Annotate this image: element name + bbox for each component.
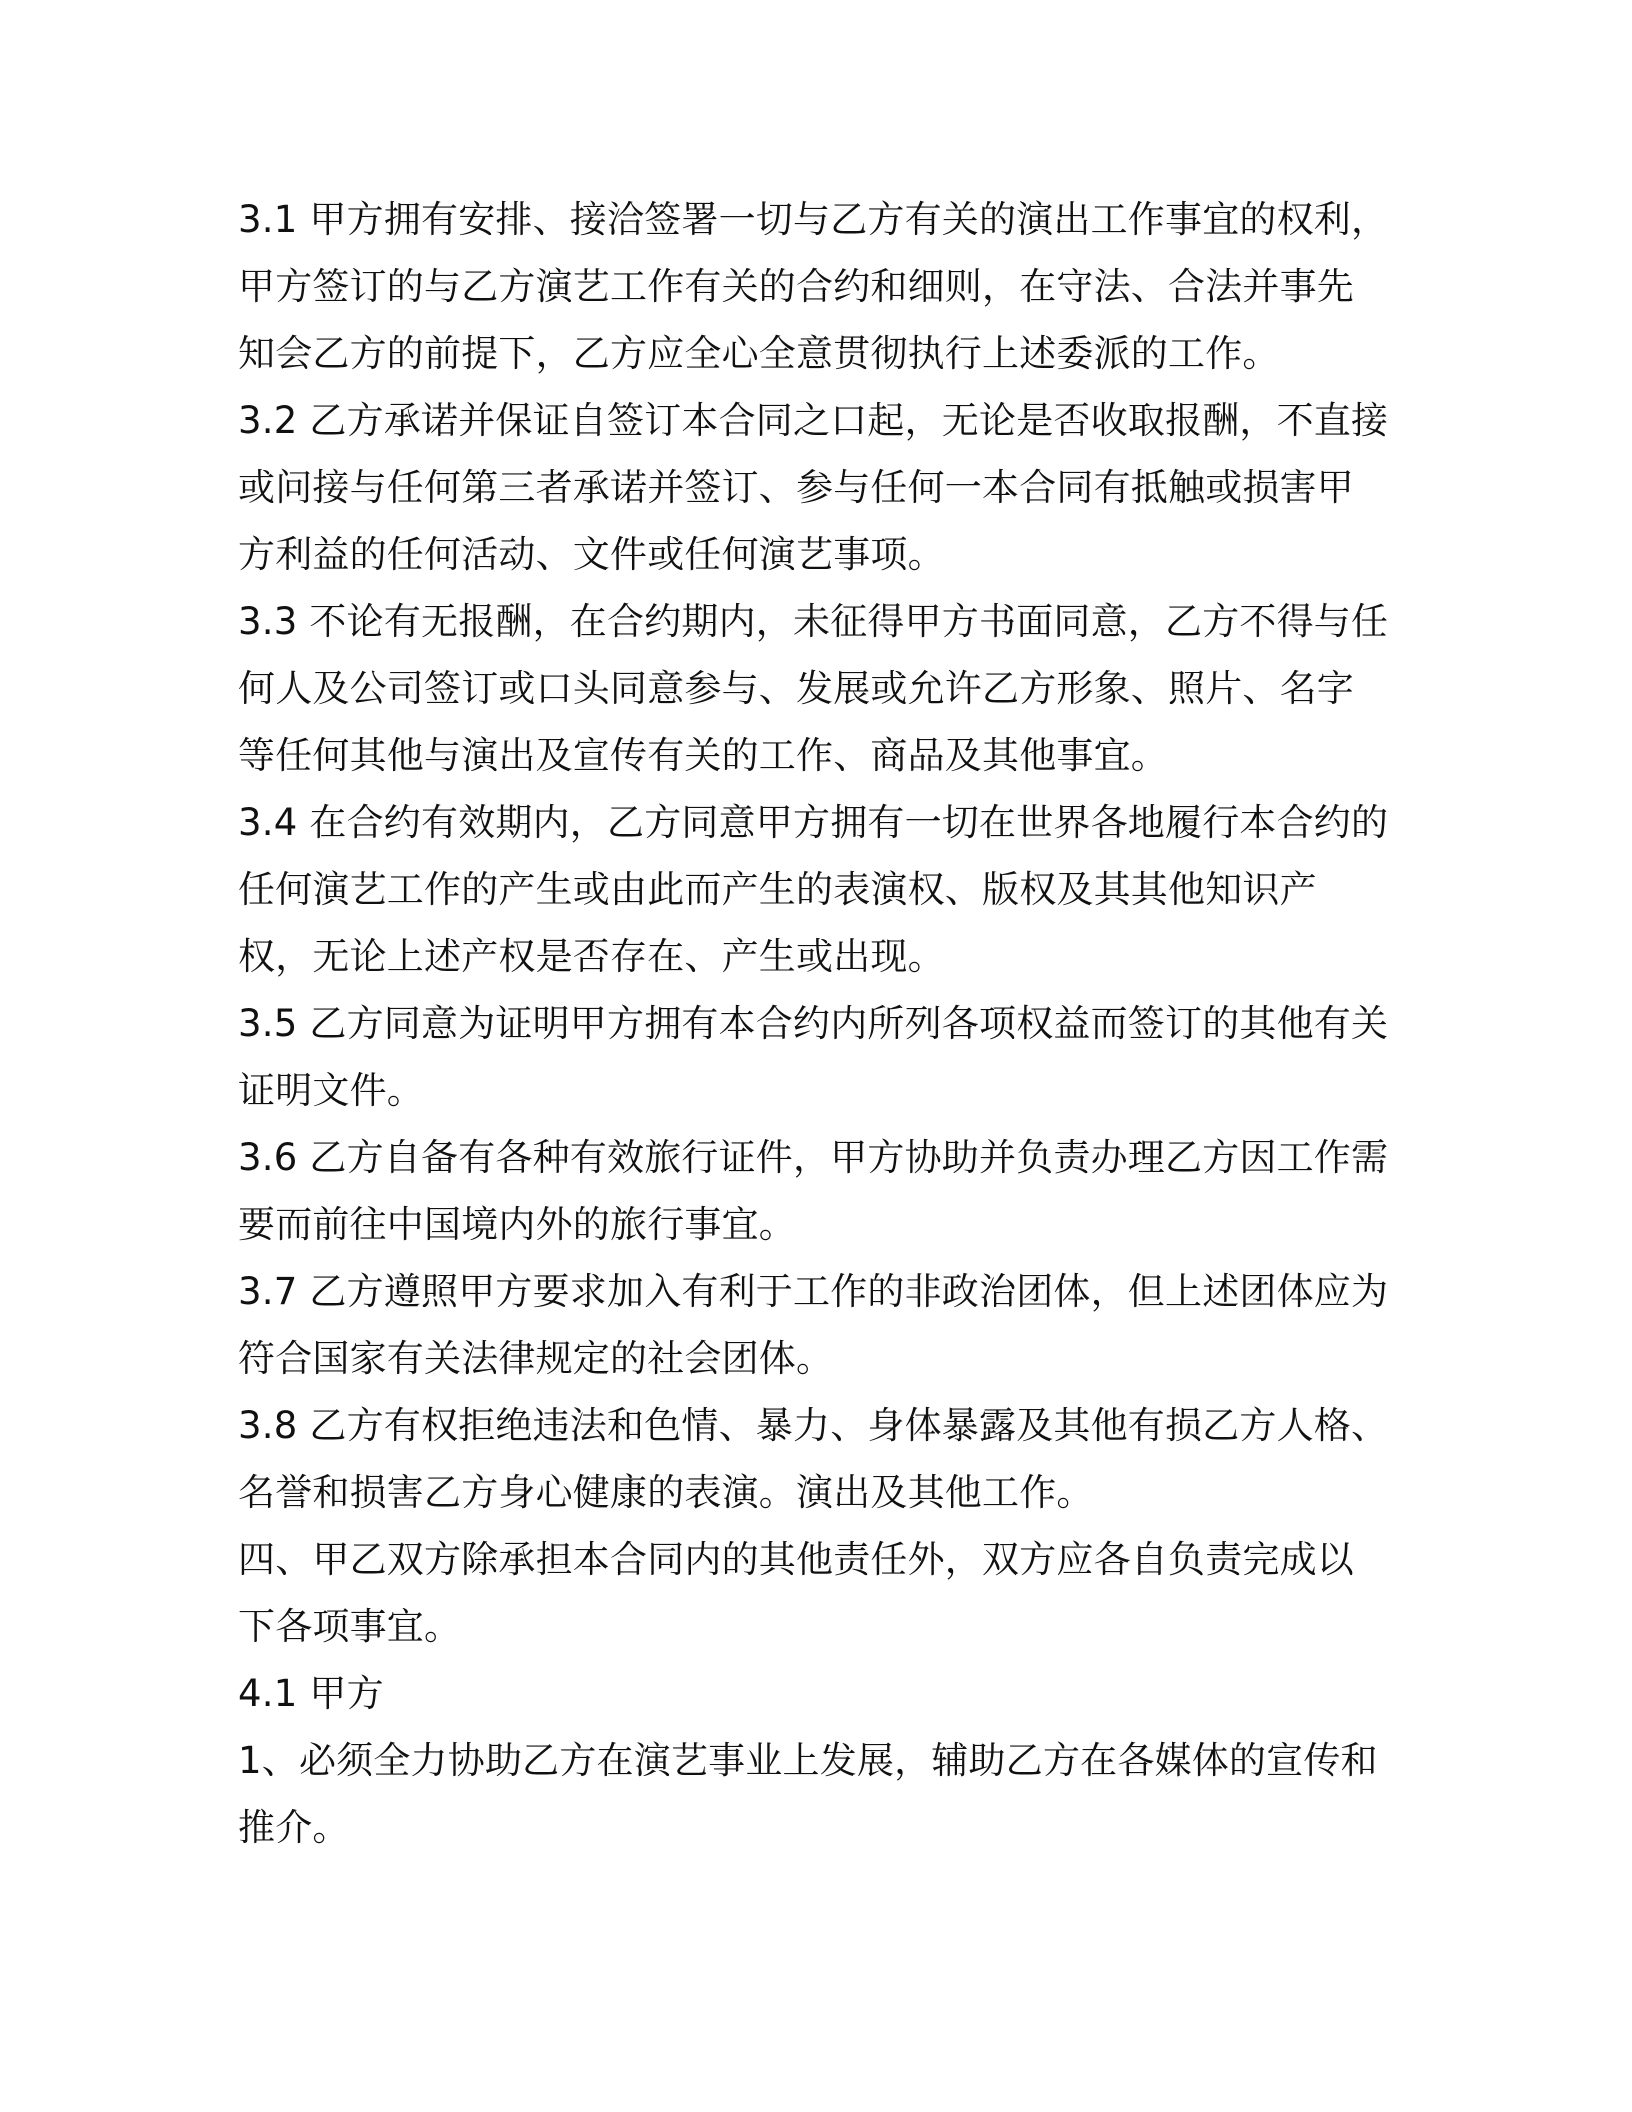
text-line: 任何演艺工作的产生或由此而产生的表演权、版权及其其他知识产: [238, 868, 1317, 911]
text-line: 3.8 乙方有权拒绝违法和色情、暴力、身体暴露及其他有损乙方人格、: [238, 1404, 1389, 1447]
text-line: 要而前往中国境内外的旅行事宜。: [238, 1203, 796, 1246]
text-line: 或问接与任何第三者承诺并签订、参与任何一本合同有抵触或损害甲: [238, 466, 1354, 509]
text-line: 4.1 甲方: [238, 1672, 384, 1715]
text-line: 下各项事宜。: [238, 1605, 462, 1648]
text-line: 3.6 乙方自备有各种有效旅行证件，甲方协助并负责办理乙方因工作需: [238, 1136, 1389, 1179]
text-line: 等任何其他与演出及宣传有关的工作、商品及其他事宜。: [238, 734, 1168, 777]
text-line: 四、甲乙双方除承担本合同内的其他责任外，双方应各自负责完成以: [238, 1538, 1354, 1581]
text-line: 3.7 乙方遵照甲方要求加入有利于工作的非政治团体，但上述团体应为: [238, 1270, 1389, 1313]
document-body: [238, 186, 1398, 1861]
text-line: 名誉和损害乙方身心健康的表演。演出及其他工作。: [238, 1471, 1094, 1514]
text-line: 证明文件。: [238, 1069, 424, 1112]
text-line: 3.5 乙方同意为证明甲方拥有本合约内所列各项权益而签订的其他有关: [238, 1002, 1389, 1045]
text-line: 甲方签订的与乙方演艺工作有关的合约和细则，在守法、合法并事先: [238, 265, 1354, 308]
text-line: 何人及公司签订或口头同意参与、发展或允许乙方形象、照片、名字: [238, 667, 1354, 710]
text-line: 知会乙方的前提下，乙方应全心全意贯彻执行上述委派的工作。: [238, 332, 1280, 375]
text-line: 推介。: [238, 1806, 350, 1849]
text-line: 3.1 甲方拥有安排、接洽签署一切与乙方有关的演出工作事宜的权利，: [238, 198, 1389, 241]
text-line: 权，无论上述产权是否存在、产生或出现。: [238, 935, 945, 978]
text-line: 方利益的任何活动、文件或任何演艺事项。: [238, 533, 945, 576]
text-line: 3.3 不论有无报酬，在合约期内，未征得甲方书面同意，乙方不得与任: [238, 600, 1389, 643]
text-line: 3.2 乙方承诺并保证自签订本合同之口起，无论是否收取报酬，不直接: [238, 399, 1389, 442]
text-line: 3.4 在合约有效期内，乙方同意甲方拥有一切在世界各地履行本合约的: [238, 801, 1389, 844]
text-line: 符合国家有关法律规定的社会团体。: [238, 1337, 834, 1380]
text-line: 1、必须全力协助乙方在演艺事业上发展，辅助乙方在各媒体的宣传和: [238, 1739, 1378, 1782]
